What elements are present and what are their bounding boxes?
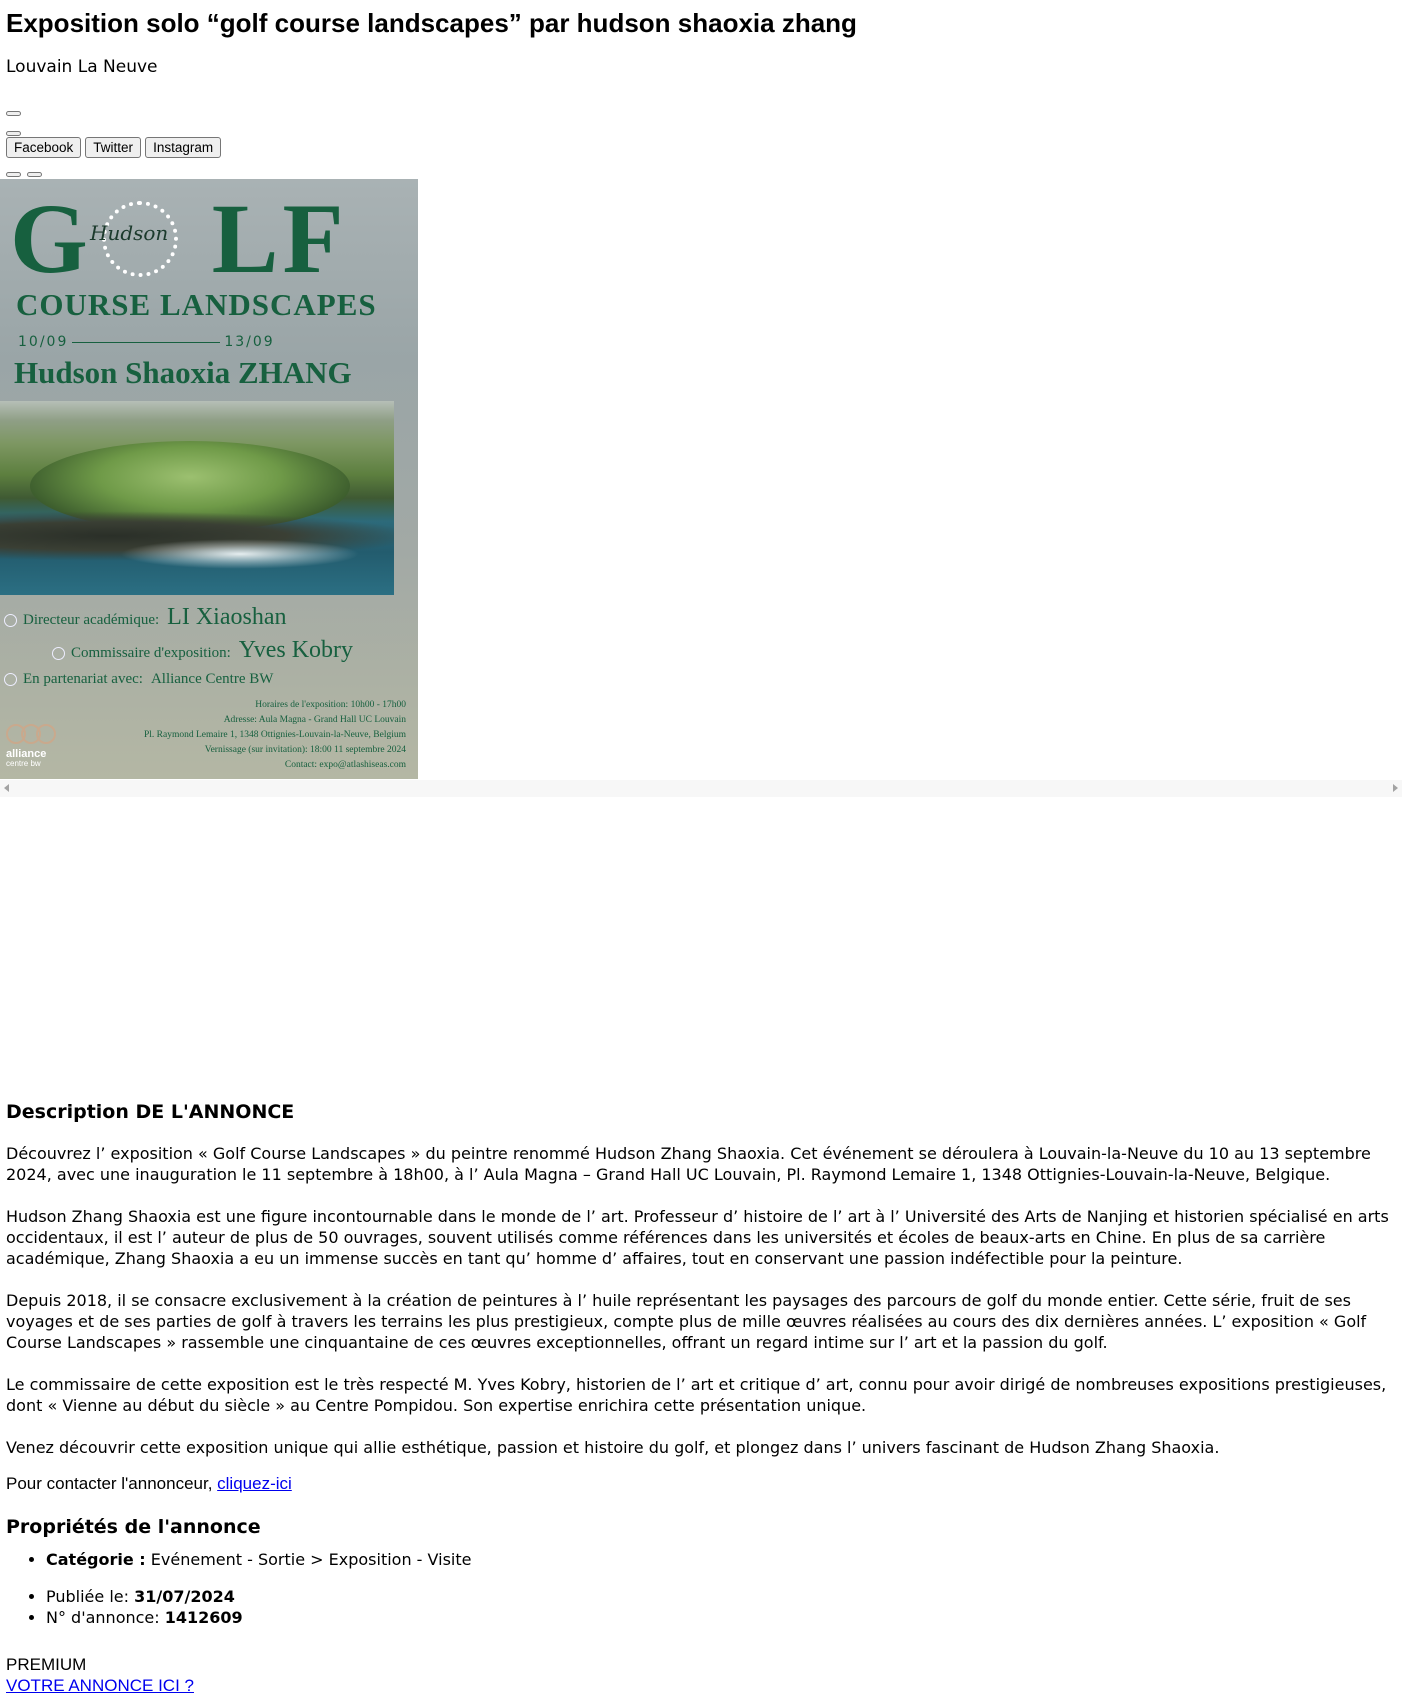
property-category: • Catégorie : Evénement - Sortie > Exposition - Visite <box>46 1549 471 1570</box>
alliance-logo: alliance centre bw <box>6 724 56 768</box>
carousel-prev-button[interactable] <box>6 172 21 177</box>
description-heading: Description DE L'ANNONCE <box>6 1101 295 1123</box>
contact-line: Pour contacter l'annonceur, cliquez-ici <box>6 1474 292 1493</box>
properties-heading: Propriétés de l'annonce <box>6 1516 261 1538</box>
poster-painting <box>0 401 394 595</box>
horizontal-scrollbar[interactable] <box>0 780 1402 797</box>
poster-director: Directeur académique: LI Xiaoshan <box>4 604 286 631</box>
poster-signature: Hudson <box>90 221 169 245</box>
scroll-left-arrow-icon[interactable] <box>4 784 9 792</box>
poster-artist: Hudson Shaoxia ZHANG <box>14 355 352 390</box>
poster-smallprint: Horaires de l'exposition: 10h00 - 17h00 Adresse: Aula Magna - Grand Hall UC Louvain Pl. Raymond Lemaire 1, 1348 Ottignies-Louvain-la-Neuve, Belgium Vernissage (sur invitation): 18:00 11 septembre 2024 Contact: expo@atlashiseas.com <box>144 700 406 770</box>
collapsed-button[interactable] <box>6 111 21 116</box>
property-published: • Publiée le: 31/07/2024 <box>46 1586 471 1607</box>
poster-golf-heading: G LF <box>10 183 348 294</box>
instagram-share-button[interactable]: Instagram <box>145 137 221 158</box>
location-label: Louvain La Neuve <box>6 57 158 77</box>
facebook-share-button[interactable]: Facebook <box>6 137 81 158</box>
poster-dates: 10/09 13/09 <box>18 334 275 350</box>
advertise-link[interactable]: VOTRE ANNONCE ICI ? <box>6 1676 194 1695</box>
premium-label: PREMIUM <box>6 1655 87 1674</box>
twitter-share-button[interactable]: Twitter <box>85 137 141 158</box>
event-poster <box>0 179 418 779</box>
share-buttons <box>6 137 221 158</box>
property-id: • N° d'annonce: 1412609 <box>46 1607 471 1628</box>
poster-curator: Commissaire d'exposition: Yves Kobry <box>52 637 353 664</box>
collapsed-button[interactable] <box>6 131 21 136</box>
description-paragraph: Le commissaire de cette exposition est le très respecté M. Yves Kobry, historien de l’ art et critique d’ art, connu pour avoir dirigé de nombreuses expositions prestigieuses, dont « Vienne au début du siècle » au Centre Pompidou. Son expertise enrichira cette présentation unique. <box>6 1375 1387 1415</box>
description-paragraph: Découvrez l’ exposition « Golf Course Landscapes » du peintre renommé Hudson Zhang Shaoxia. Cet événement se déroulera à Louvain-la-Neuve du 10 au 13 septembre 2024, avec une inauguration le 11 septembre à 18h00, à l’ Aula Magna – Grand Hall UC Louvain, Pl. Raymond Lemaire 1, 1348 Ottignies-Louvain-la-Neuve, Belgique. <box>6 1144 1371 1184</box>
scroll-right-arrow-icon[interactable] <box>1393 784 1398 792</box>
poster-course-heading: COURSE LANDSCAPES <box>16 287 377 322</box>
carousel-next-button[interactable] <box>27 172 42 177</box>
page-title: Exposition solo “golf course landscapes” par hudson shaoxia zhang <box>6 8 857 38</box>
description-paragraph: Hudson Zhang Shaoxia est une figure incontournable dans le monde de l’ art. Professeur d’ histoire de l’ art à l’ Université des Arts de Nanjing et historien spécialisé en arts occidentaux, il est l’ auteur de plus de 50 ouvrages, souvent utilisés comme références dans les universités et écoles de beaux-arts en Chine. En plus de sa carrière académique, Zhang Shaoxia a eu un immense succès en tant qu’ homme d’ affaires, tout en conservant une passion indéfectible pour la peinture. <box>6 1207 1389 1268</box>
description-paragraph: Depuis 2018, il se consacre exclusivement à la création de peintures à l’ huile représentant les paysages des parcours de golf du monde entier. Cette série, fruit de ses voyages et de ses parties de golf à travers les terrains les plus prestigieux, compte plus de mille œuvres réalisées au cours des dix dernières années. L’ exposition « Golf Course Landscapes » rassemble une cinquantaine de ces œuvres exceptionnelles, offrant un regard intime sur l’ art et la passion du golf. <box>6 1291 1367 1352</box>
description-paragraph: Venez découvrir cette exposition unique qui allie esthétique, passion et histoire du golf, et plongez dans l’ univers fascinant de Hudson Zhang Shaoxia. <box>6 1438 1220 1457</box>
properties-list <box>6 1549 471 1628</box>
contact-link[interactable]: cliquez-ici <box>217 1474 292 1493</box>
poster-partner: En partenariat avec: Alliance Centre BW <box>4 670 273 688</box>
description-body <box>6 1143 1396 1479</box>
